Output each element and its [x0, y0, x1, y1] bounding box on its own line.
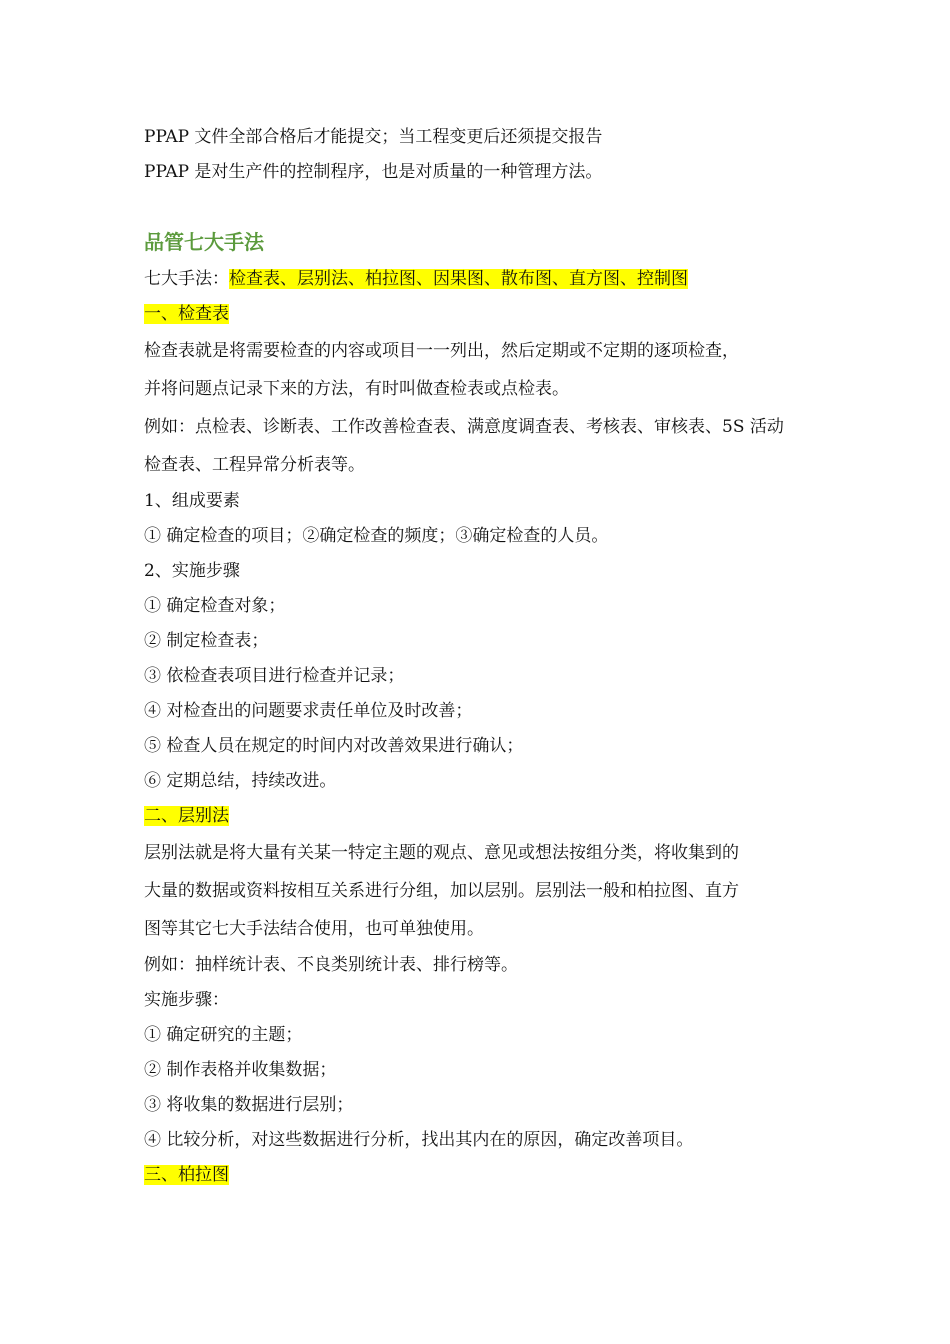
intro-line-1: PPAP 文件全部合格后才能提交；当工程变更后还须提交报告 — [144, 127, 603, 147]
stratification-heading-line — [144, 799, 824, 834]
summary-prefix: 七大手法： — [144, 269, 229, 289]
section-title: 品管七大手法 — [144, 230, 264, 254]
stratification-desc-2: 大量的数据或资料按相互关系进行分组，加以层别。层别法一般和柏拉图、直方 — [144, 881, 739, 901]
stratification-steps-title: 实施步骤： — [144, 990, 229, 1010]
spacer — [144, 190, 824, 222]
stratification-step: ④ 比较分析，对这些数据进行分析，找出其内在的原因，确定改善项目。 — [144, 1130, 694, 1150]
intro-line-2: PPAP 是对生产件的控制程序，也是对质量的一种管理方法。 — [144, 162, 603, 182]
checklist-heading: 一、检查表 — [144, 304, 229, 324]
checklist-step: ⑥ 定期总结，持续改进。 — [144, 771, 337, 791]
stratification-example: 例如：抽样统计表、不良类别统计表、排行榜等。 — [144, 955, 518, 975]
checklist-step: ③ 依检查表项目进行检查并记录； — [144, 666, 405, 686]
stratification-desc-3: 图等其它七大手法结合使用，也可单独使用。 — [144, 919, 484, 939]
summary-line — [144, 262, 824, 297]
summary-highlight: 检查表、层别法、柏拉图、因果图、散布图、直方图、控制图 — [229, 269, 688, 289]
checklist-heading-line — [144, 297, 824, 332]
stratification-step: ② 制作表格并收集数据； — [144, 1060, 337, 1080]
checklist-elements-title: 1、组成要素 — [144, 491, 240, 511]
stratification-desc-1: 层别法就是将大量有关某一特定主题的观点、意见或想法按组分类，将收集到的 — [144, 843, 739, 863]
checklist-step: ⑤ 检查人员在规定的时间内对改善效果进行确认； — [144, 736, 524, 756]
checklist-step: ② 制定检查表； — [144, 631, 269, 651]
pareto-heading-line — [144, 1158, 824, 1193]
checklist-steps-title: 2、实施步骤 — [144, 561, 240, 581]
stratification-step: ① 确定研究的主题； — [144, 1025, 303, 1045]
stratification-heading: 二、层别法 — [144, 806, 229, 826]
checklist-step: ① 确定检查对象； — [144, 596, 286, 616]
pareto-heading: 三、柏拉图 — [144, 1165, 229, 1185]
checklist-desc-1: 检查表就是将需要检查的内容或项目一一列出，然后定期或不定期的逐项检查， — [144, 341, 739, 361]
checklist-example-2: 检查表、工程异常分析表等。 — [144, 455, 365, 475]
checklist-elements: ① 确定检查的项目；②确定检查的频度；③确定检查的人员。 — [144, 526, 609, 546]
stratification-step: ③ 将收集的数据进行层别； — [144, 1095, 354, 1115]
document-page — [144, 120, 824, 1193]
checklist-step: ④ 对检查出的问题要求责任单位及时改善； — [144, 701, 473, 721]
checklist-desc-2: 并将问题点记录下来的方法，有时叫做查检表或点检表。 — [144, 379, 569, 399]
checklist-example-1: 例如：点检表、诊断表、工作改善检查表、满意度调查表、考核表、审核表、5S 活动 — [144, 417, 784, 437]
